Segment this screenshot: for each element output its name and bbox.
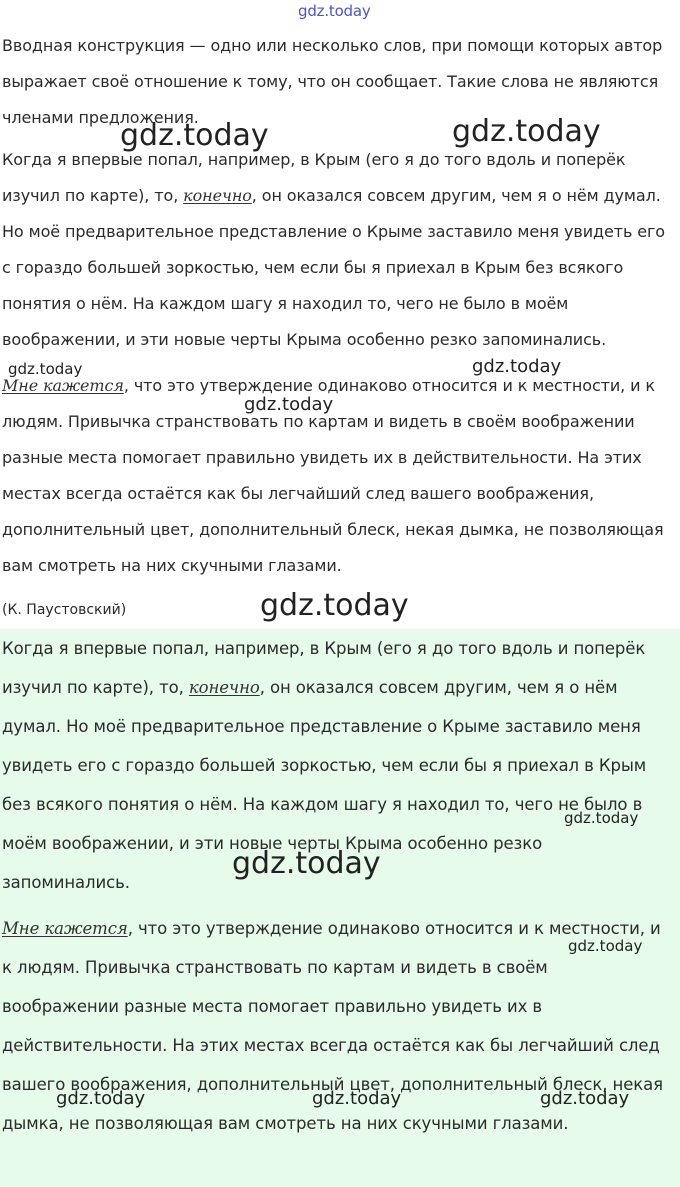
intro-definition: Вводная конструкция — одно или несколько слов, при помощи которых автор выражает своё отношение к тому, что он сообщает. Такие слова не являются членами предложения. (2, 36, 663, 127)
watermark: gdz.today (8, 360, 83, 378)
passage-paragraph-1 (2, 142, 678, 358)
intro-word-mne-kazhetsya: Мне кажется (2, 376, 124, 395)
passage-paragraph-2 (2, 368, 678, 584)
answer-p2-after: , что это утверждение одинаково относится и к местности, и к людям. Привычка странствовать по картам и видеть в своём воображении разные места помогает правильно увидеть их в действительности. На этих местах всегда остаётся как бы легчайший след вашего воображения, дополнительный цвет, дополнительный блеск, некая дымка, не позволяющая вам смотреть на них скучными глазами. (2, 919, 663, 1133)
answer-paragraph-1 (2, 629, 668, 902)
watermark: gdz.today (312, 1088, 402, 1109)
watermark: gdz.today (232, 846, 381, 881)
watermark: gdz.today (472, 356, 562, 377)
answer-p1-after: , он оказался совсем другим, чем я о нём думал. Но моё предварительное представление о Крыме заставило меня увидеть его с гораздо большей зоркостью, чем если бы я приехал в Крым без всякого понятия о нём. На каждом шагу я находил то, чего не было в моём воображении, и эти новые черты Крыма особенно резко запоминались. (2, 678, 647, 892)
answer-block (0, 629, 680, 1187)
intro-word-konechno: конечно (183, 186, 252, 205)
watermark: gdz.today (568, 937, 643, 955)
watermark: gdz.today (564, 809, 639, 827)
answer-p1-before: Когда я впервые попал, например, в Крым (его я до того вдоль и поперёк изучил по карте), то, (2, 639, 646, 697)
watermark: gdz.today (540, 1088, 630, 1109)
passage-p1-after: , он оказался совсем другим, чем я о нём думал. Но моё предварительное представление о Крыме заставило меня увидеть его с гораздо большей зоркостью, чем если бы я приехал в Крым без всякого понятия о нём. На каждом шагу я находил то, чего не было в моём воображении, и эти новые черты Крыма особенно резко запоминались. (2, 186, 665, 349)
passage-p1-before: Когда я впервые попал, например, в Крым (его я до того вдоль и поперёк изучил по карте), то, (2, 150, 626, 205)
passage-p2-after: , что это утверждение одинаково относится и к местности, и к людям. Привычка странствовать по картам и видеть в своём воображении разные места помогает правильно увидеть их в действительности. На этих местах всегда остаётся как бы легчайший след вашего воображения, дополнительный цвет, дополнительный блеск, некая дымка, не позволяющая вам смотреть на них скучными глазами. (2, 376, 664, 575)
answer-intro-word-konechno: конечно (188, 678, 260, 697)
watermark: gdz.today (452, 114, 601, 149)
watermark: gdz.today (56, 1088, 146, 1109)
passage-author: (К. Паустовский) (2, 602, 127, 618)
answer-intro-word-mne-kazhetsya: Мне кажется (2, 919, 128, 938)
site-logo[interactable]: gdz.today (298, 2, 371, 20)
watermark: gdz.today (260, 588, 409, 623)
answer-paragraph-2 (2, 909, 668, 1143)
watermark: gdz.today (244, 394, 334, 415)
watermark: gdz.today (120, 118, 269, 153)
